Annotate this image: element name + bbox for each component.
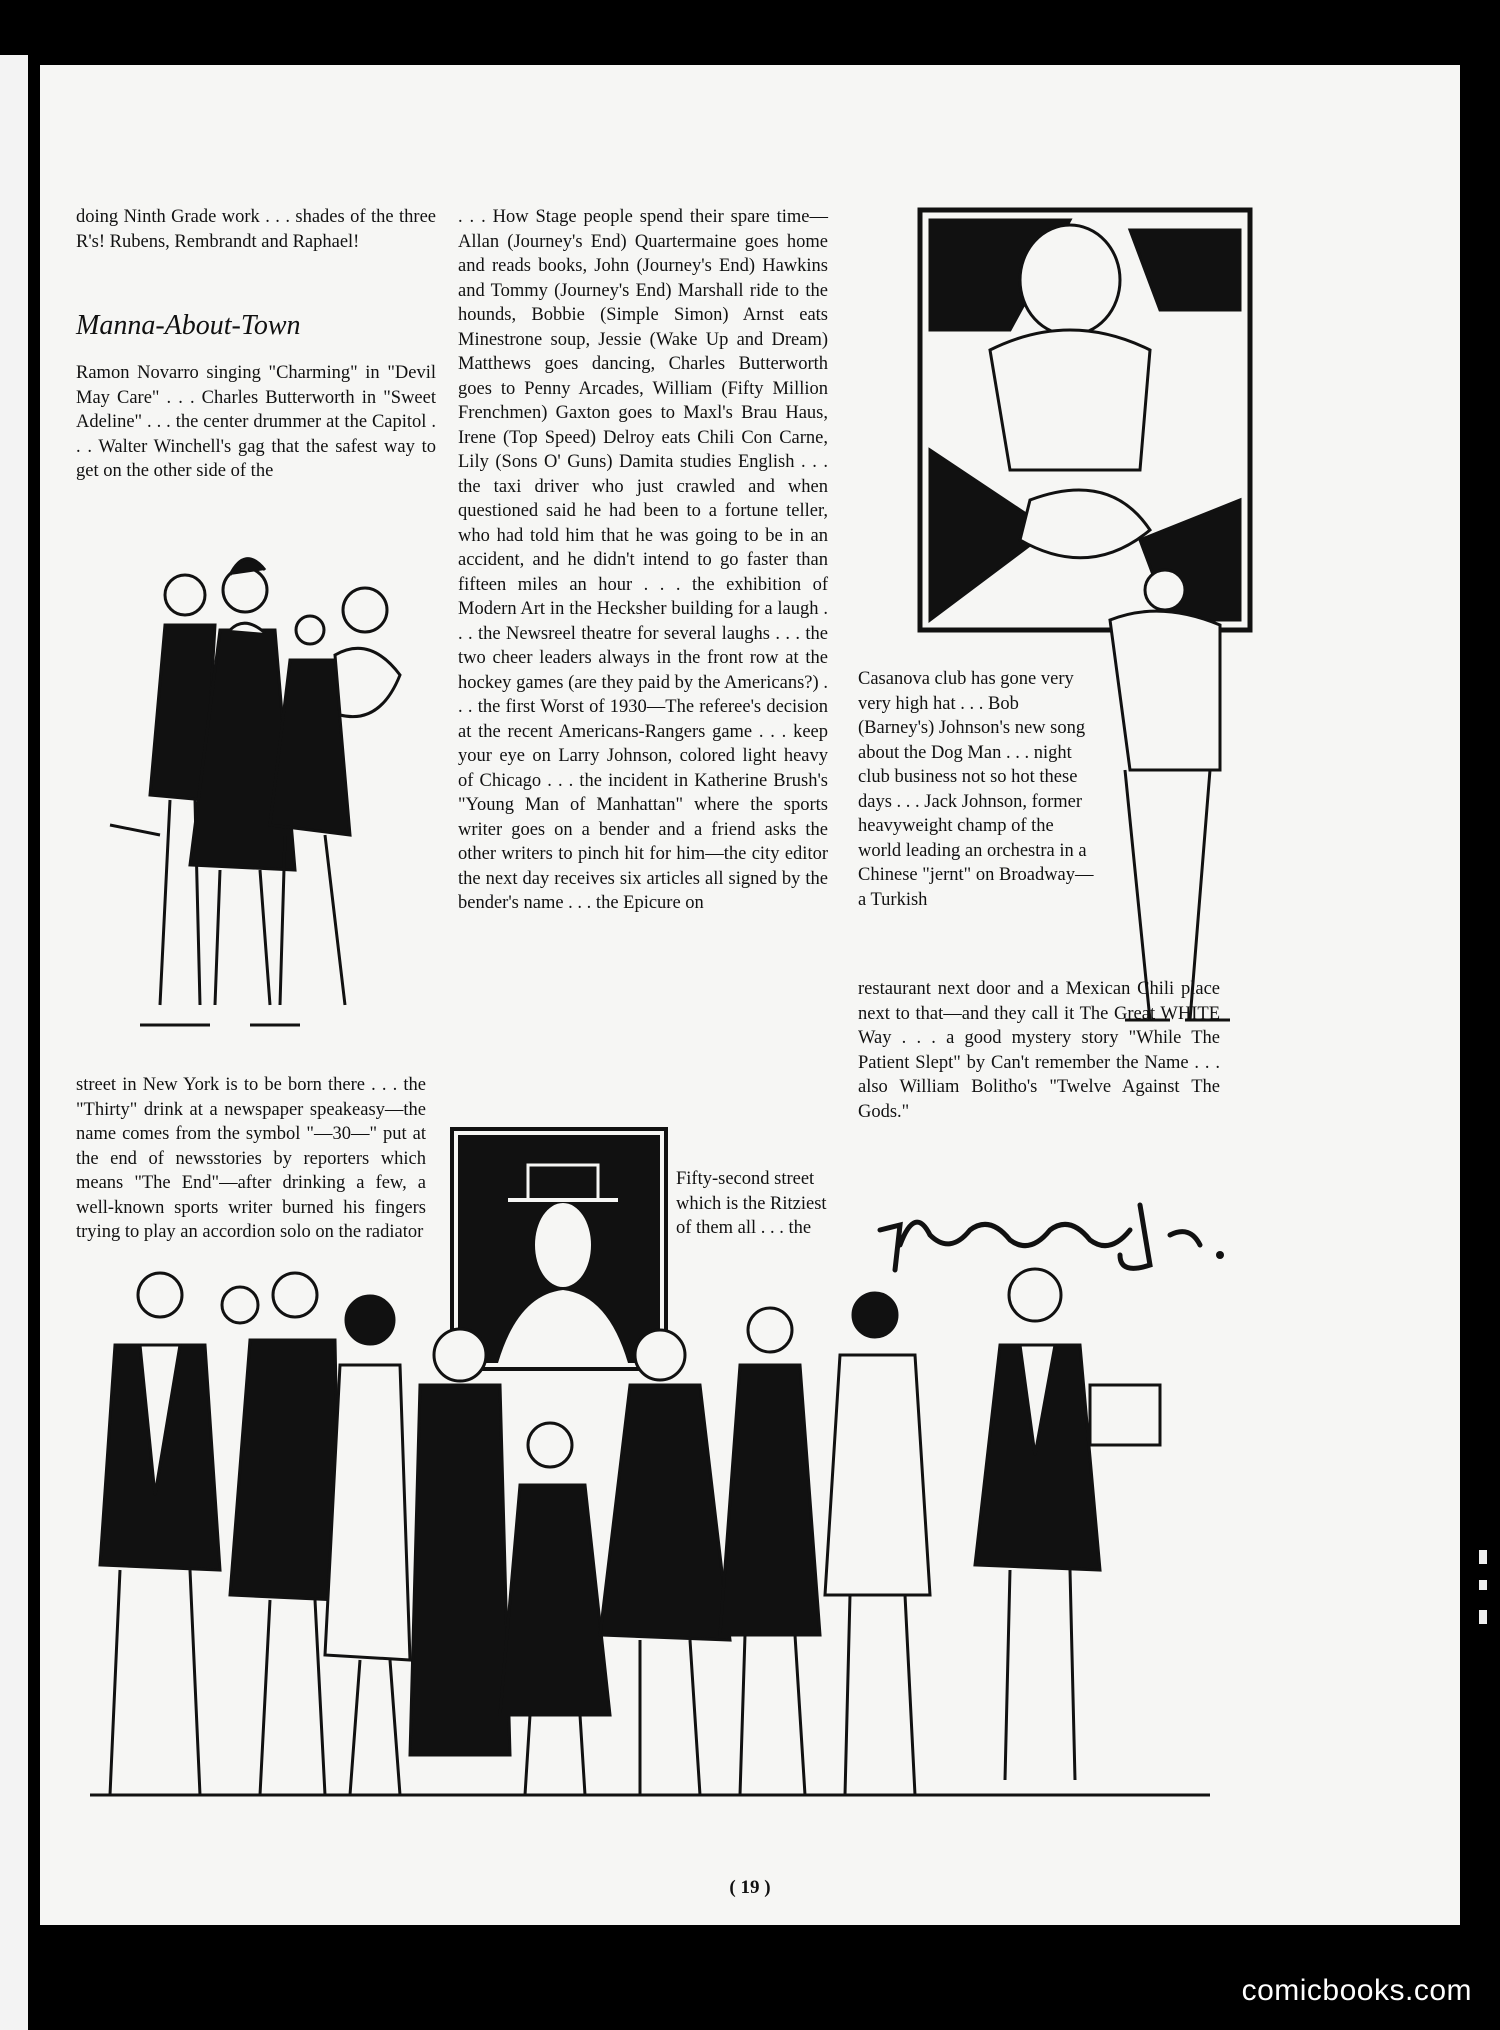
gallery-crowd-illustration [80, 1235, 1220, 1835]
paragraph-great-white-way: restaurant next door and a Mexican Chili place next to that—and they call it The Great WHITE Way . . . a good mystery story "While The Patient Slept" by Can't remember the Name . . . also William Bolitho's "Twelve Against The Gods." [858, 979, 1220, 1122]
left-column-mid-text [76, 361, 436, 484]
paragraph-manna: Ramon Novarro singing "Charming" in "Devil May Care" . . . Charles Butterworth in "Sweet Adeline" . . . the center drummer at the Capitol . . . Walter Winchell's gag that the safest way to get on the other side of the [76, 363, 436, 481]
right-column-lower-text [858, 977, 1220, 1124]
left-column-top-text [76, 205, 436, 254]
paragraph-casanova: Casanova club has gone very very high hat . . . Bob (Barney's) Johnson's new song about the Dog Man . . . night club business not so hot these days . . . Jack Johnson, former heavyweight champ of the world leading an orchestra in a Chinese "jernt" on Broadway—a Turkish [858, 669, 1094, 910]
watermark: comicbooks.com [1241, 1974, 1472, 2007]
margin-marks [1476, 1540, 1490, 1640]
paragraph-new-york: street in New York is to be born there . . . the "Thirty" drink at a newspaper speakeasy—the name comes from the symbol "—30—" put at the end of newsstories by reporters which means "The End"—after drinking a few, a well-known sports writer burned his fingers trying to play an accordion solo on the radiator [76, 1075, 426, 1242]
magazine-page [40, 65, 1460, 1925]
paragraph-fifty-second: Fifty-second street which is the Ritziest of them all . . . the [676, 1169, 827, 1238]
middle-column-text [458, 205, 828, 916]
page-number: ( 19 ) [729, 1877, 771, 1898]
section-heading: Manna-About-Town [76, 310, 301, 341]
middle-column-tail-text [676, 1167, 828, 1241]
art-viewers-illustration [80, 535, 450, 1035]
left-column-bottom-text [76, 1073, 426, 1245]
adjacent-page-edge [0, 55, 28, 2030]
paragraph-shades: doing Ninth Grade work . . . shades of the three R's! Rubens, Rembrandt and Raphael! [76, 207, 436, 252]
paragraph-stage-people: . . . How Stage people spend their spare time—Allan (Journey's End) Quartermaine goes home and reads books, John (Journey's End) Hawkins and Tommy (Journey's End) Marshall ride to the hounds, Bobbie (Simple Simon) Arnst eats Minestrone soup, Jessie (Wake Up and Dream) Matthews goes dancing, Charles Butterworth goes to Penny Arcades, William (Fifty Million Frenchmen) Gaxton goes to Maxl's Brau Haus, Irene (Top Speed) Delroy eats Chili Con Carne, Lily (Sons O' Guns) Damita studies English . . . the taxi driver who just crawled and when questioned said he had been to a fortune teller, who had told him that he was going to be in an accident, and he didn't intend to go faster than fifteen miles an hour . . . the exhibition of Modern Art in the Hecksher building for a laugh . . . the Newsreel theatre for several laughs . . . the two cheer leaders always in the front row at the hockey games (are they paid by the Americans?) . . . the first Worst of 1930—The referee's decision at the recent Americans-Rangers game . . . keep your eye on Larry Johnson, colored light heavy of Chicago . . . the incident in Katherine Brush's "Young Man of Manhattan" where the sports writer goes on a bender and a friend asks the other writers to pinch hit for him—the city editor the next day receives six articles all signed by the bender's name . . . the Epicure on [458, 207, 828, 913]
right-column-upper-text [858, 667, 1098, 912]
